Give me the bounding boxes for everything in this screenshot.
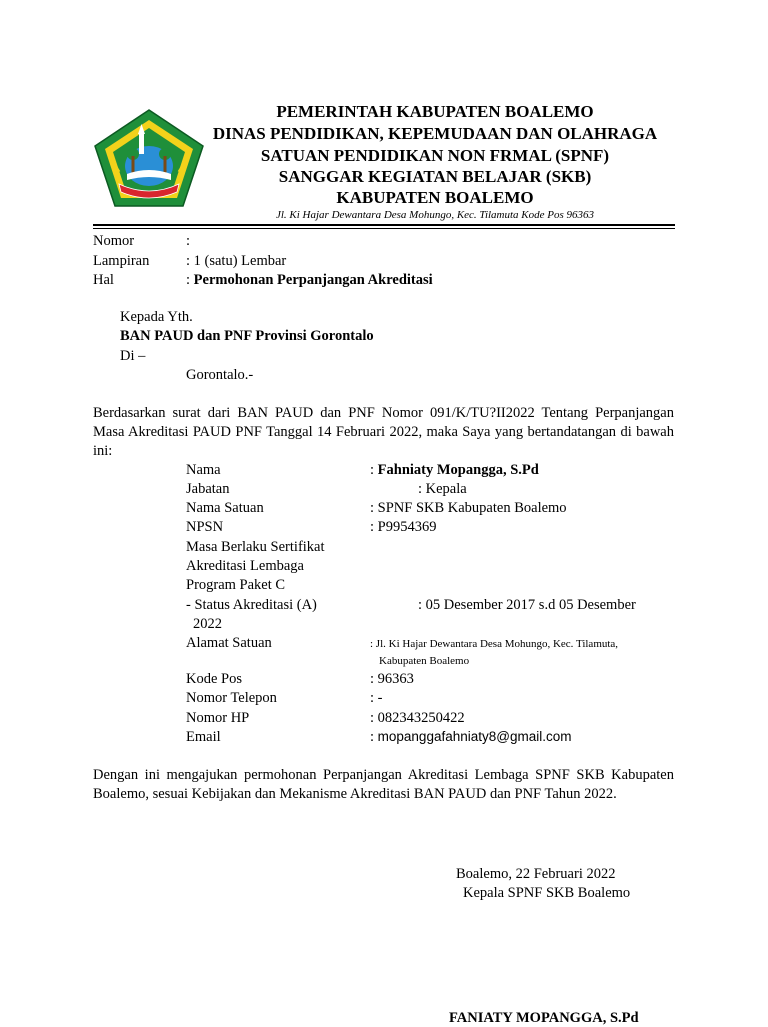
email-line xyxy=(370,729,571,746)
recipient-city: Gorontalo.- xyxy=(186,367,254,383)
recipient-greeting: Kepada Yth. xyxy=(120,309,193,325)
jabatan-value: : Kepala xyxy=(418,481,467,497)
telepon-label: Nomor Telepon xyxy=(186,690,277,706)
nama-colon: : xyxy=(370,462,378,478)
alamat-value-line-1: : Jl. Ki Hajar Dewantara Desa Mohungo, Kec. Tilamuta, xyxy=(370,638,619,650)
letterhead-line-5: KABUPATEN BOALEMO xyxy=(336,188,534,207)
nama-value: Fahniaty Mopangga, S.Pd xyxy=(377,462,539,478)
alamat-label: Alamat Satuan xyxy=(186,635,272,651)
nama-line xyxy=(370,462,539,479)
alamat-value-line-2: Kabupaten Boalemo xyxy=(379,655,470,667)
nomor-label: Nomor xyxy=(93,233,135,249)
email-colon: : xyxy=(370,729,378,745)
status-akreditasi-value: : 05 Desember 2017 s.d 05 Desember xyxy=(418,597,636,613)
letterhead-rule-thin xyxy=(93,228,675,229)
signature-place-date: Boalemo, 22 Februari 2022 xyxy=(456,866,616,882)
closing-paragraph: Dengan ini mengajukan permohonan Perpanjangan Akreditasi Lembaga SPNF SKB Kabupaten Boalemo, sesuai Kebijakan dan Mekanisme Akreditasi BAN PAUD dan PNF Tahun 2022. xyxy=(93,767,674,802)
nama-label: Nama xyxy=(186,462,221,478)
hp-label: Nomor HP xyxy=(186,710,250,726)
akreditasi-lembaga-label: Akreditasi Lembaga xyxy=(186,558,304,574)
kode-pos-value: : 96363 xyxy=(370,671,414,687)
telepon-value: : - xyxy=(370,690,383,706)
masa-berlaku-label: Masa Berlaku Sertifikat xyxy=(186,539,325,555)
status-akreditasi-value-cont: 2022 xyxy=(193,616,222,632)
letterhead-line-3: SATUAN PENDIDIKAN NON FRMAL (SPNF) xyxy=(260,146,610,165)
letterhead-line-4: SANGGAR KEGIATAN BELAJAR (SKB) xyxy=(278,167,592,186)
npsn-value: : P9954369 xyxy=(370,519,437,535)
lampiran-value: : 1 (satu) Lembar xyxy=(186,253,287,269)
signature-position: Kepala SPNF SKB Boalemo xyxy=(463,885,631,901)
intro-paragraph: Berdasarkan surat dari BAN PAUD dan PNF Nomor 091/K/TU?II2022 Tentang Perpanjangan Masa Akreditasi PAUD PNF Tanggal 14 Februari 2022, maka Saya yang bertandatangan di bawah ini: xyxy=(93,405,674,459)
jabatan-label: Jabatan xyxy=(186,481,230,497)
nama-satuan-value: : SPNF SKB Kabupaten Boalemo xyxy=(370,500,567,516)
email-label: Email xyxy=(186,729,221,745)
status-akreditasi-label: - Status Akreditasi (A) xyxy=(186,597,317,613)
nomor-value: : xyxy=(186,233,191,249)
email-value: mopanggafahniaty8@gmail.com xyxy=(377,729,572,744)
regency-emblem-logo xyxy=(93,108,205,208)
letterhead-rule xyxy=(93,224,675,226)
letterhead-address: Jl. Ki Hajar Dewantara Desa Mohungo, Kec. Tilamuta Kode Pos 96363 xyxy=(275,209,595,221)
recipient-name: BAN PAUD dan PNF Provinsi Gorontalo xyxy=(120,328,374,344)
hal-value: Permohonan Perpanjangan Akreditasi xyxy=(193,272,433,288)
hal-line xyxy=(186,272,433,289)
letterhead-line-2: DINAS PENDIDIKAN, KEPEMUDAAN DAN OLAHRAGA xyxy=(212,124,658,143)
kode-pos-label: Kode Pos xyxy=(186,671,242,687)
letterhead-line-1: PEMERINTAH KABUPATEN BOALEMO xyxy=(276,102,594,121)
nama-satuan-label: Nama Satuan xyxy=(186,500,264,516)
hal-colon: : xyxy=(186,272,194,288)
recipient-di: Di – xyxy=(120,348,146,364)
lampiran-label: Lampiran xyxy=(93,253,150,269)
npsn-label: NPSN xyxy=(186,519,224,535)
hp-value: : 082343250422 xyxy=(370,710,465,726)
signature-name: FANIATY MOPANGGA, S.Pd xyxy=(449,1010,639,1026)
hal-label: Hal xyxy=(93,272,114,288)
program-paket-label: Program Paket C xyxy=(186,577,286,593)
